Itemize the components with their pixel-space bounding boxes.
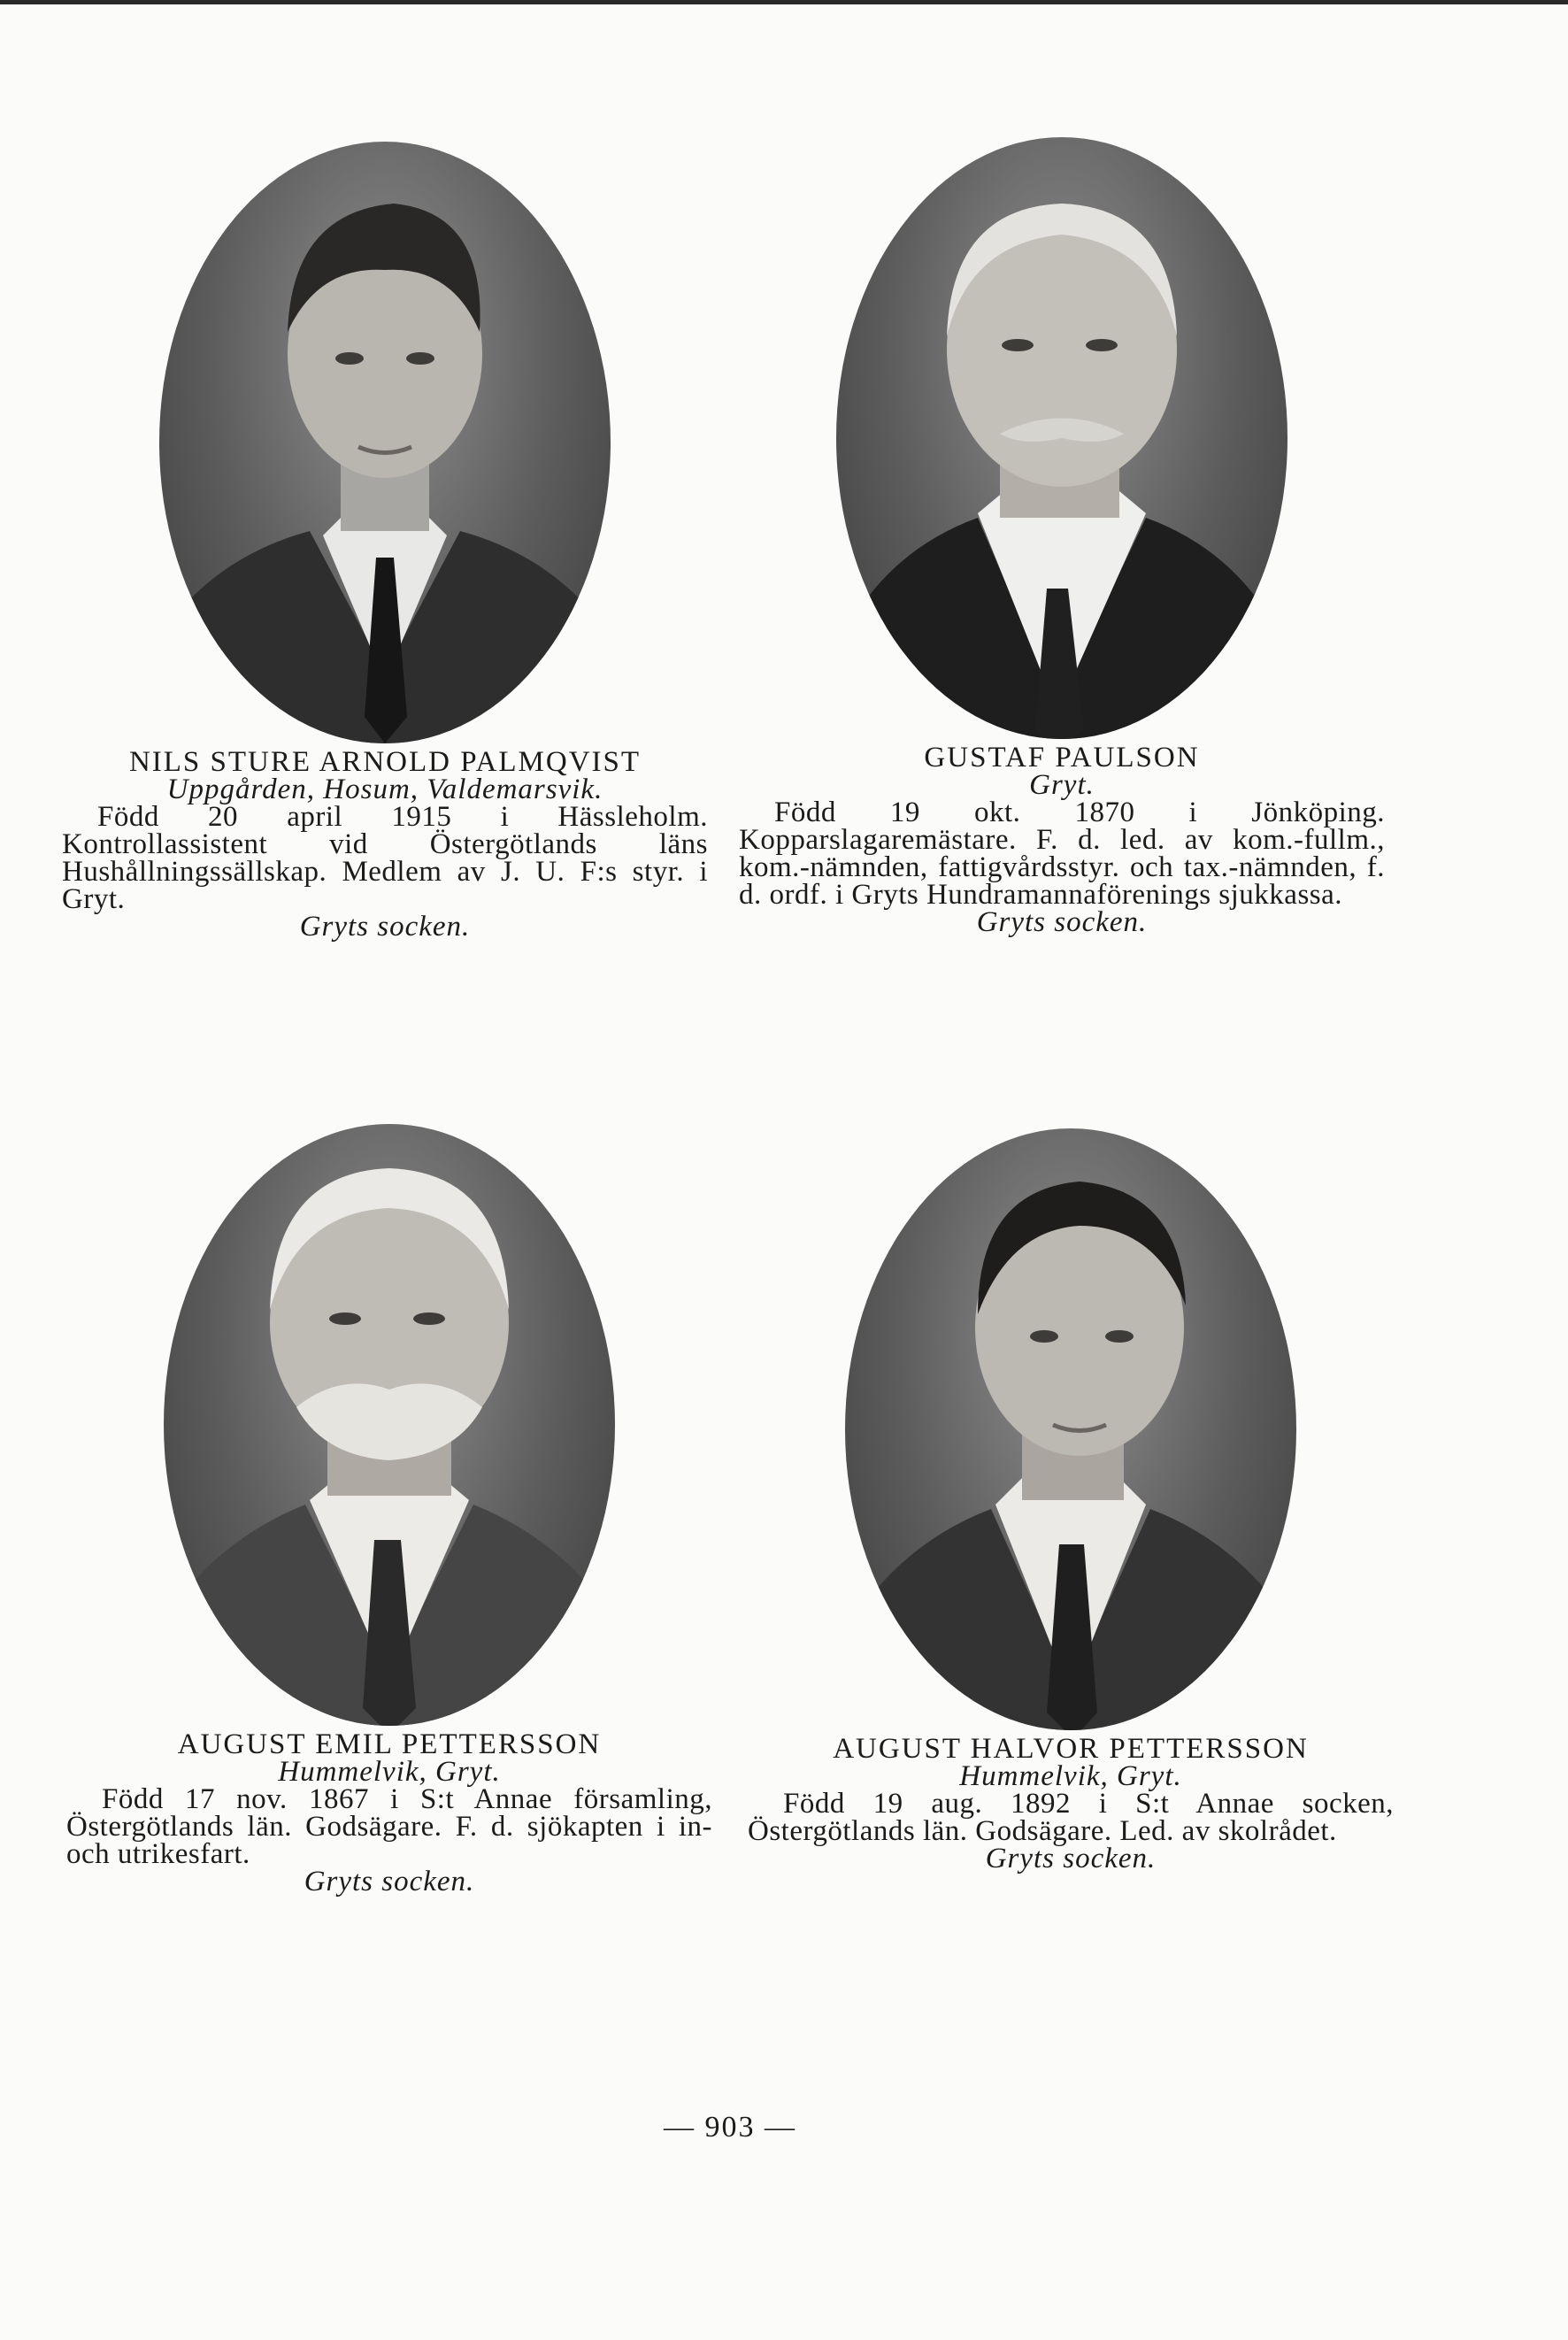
biography: Född 17 nov. 1867 i S:t Annae församling, Östergötlands län. Godsägare. F. d. sjökapten i in- och utrikesfart. xyxy=(66,1783,712,1870)
person-name: NILS STURE ARNOLD PALMQVIST xyxy=(128,746,642,778)
entry-caption xyxy=(62,746,708,943)
person-name: AUGUST EMIL PETTERSSON xyxy=(177,1728,602,1760)
portrait-photo xyxy=(836,137,1287,739)
residence: Gryt. xyxy=(1029,769,1095,801)
parish: Gryts socken. xyxy=(299,911,471,943)
biography: Född 19 okt. 1870 i Jönköping. Kopparslagaremästare. F. d. led. av kom.-fullm., kom.-nämnden, fattigvårdsstyr. och tax.-nämnden, f. d. ordf. i Gryts Hundramannaförenings sjukkassa. xyxy=(739,797,1385,911)
residence: Hummelvik, Gryt. xyxy=(959,1760,1182,1792)
portrait-photo xyxy=(164,1124,615,1726)
portrait-entry-paulson xyxy=(739,137,1385,936)
portrait-entry-palmqvist xyxy=(62,142,708,941)
parish: Gryts socken. xyxy=(304,1866,475,1897)
portrait-entry-august-emil xyxy=(66,1124,712,1896)
entry-caption xyxy=(748,1733,1394,1874)
entry-caption xyxy=(66,1728,712,1897)
portrait-photo xyxy=(159,142,611,743)
parish: Gryts socken. xyxy=(976,906,1148,938)
portrait-entry-august-halvor xyxy=(748,1128,1394,1873)
biography: Född 19 aug. 1892 i S:t Annae socken, Östergötlands län. Godsägare. Led. av skolrådet. xyxy=(748,1788,1394,1847)
person-name: GUSTAF PAULSON xyxy=(924,742,1200,774)
portrait-photo xyxy=(845,1128,1296,1730)
person-name: AUGUST HALVOR PETTERSSON xyxy=(833,1733,1309,1765)
entry-caption xyxy=(739,744,1385,936)
residence: Uppgården, Hosum, Valdemarsvik. xyxy=(166,774,603,805)
biography: Född 20 april 1915 i Hässleholm. Kontrollassistent vid Östergötlands läns Hushållningssällskap. Medlem av J. U. F:s styr. i Gryt. xyxy=(62,801,708,915)
residence: Hummelvik, Gryt. xyxy=(278,1756,501,1788)
page-number: — 903 — xyxy=(664,2111,796,2144)
parish: Gryts socken. xyxy=(985,1843,1157,1874)
page-top-border xyxy=(0,0,1568,4)
